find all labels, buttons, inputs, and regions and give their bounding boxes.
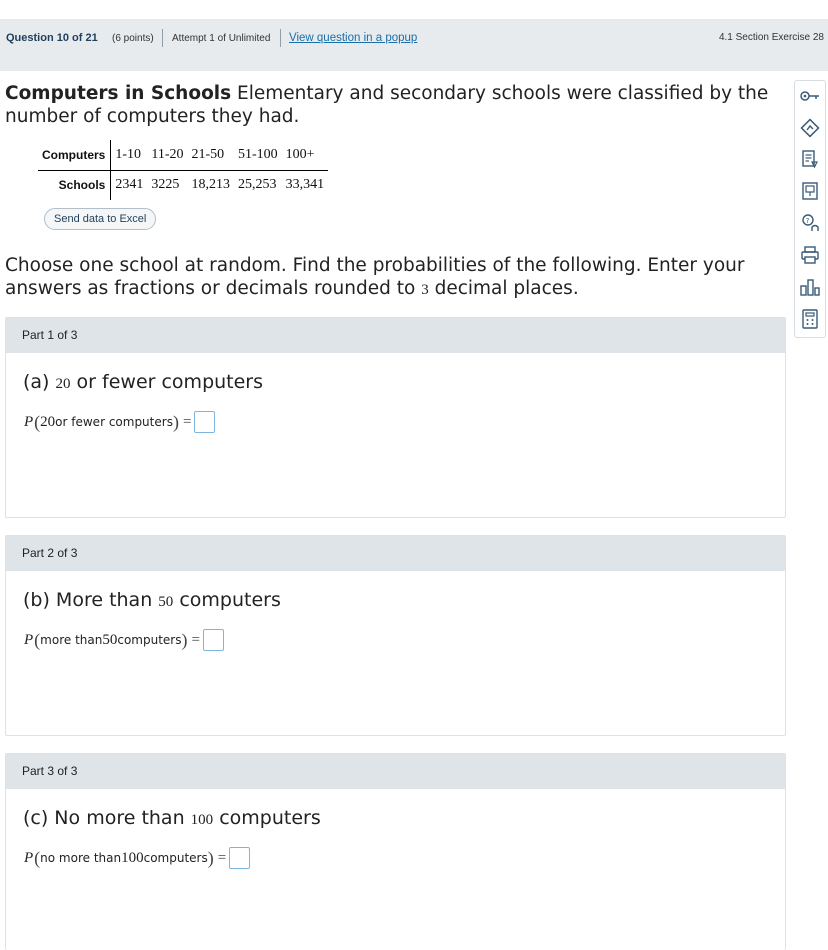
part-title-prefix: (a) xyxy=(23,371,56,393)
problem-statement xyxy=(5,82,785,128)
textbook-icon[interactable] xyxy=(795,176,825,206)
part-3-panel xyxy=(5,753,786,950)
key-icon[interactable] xyxy=(795,81,825,111)
print-icon[interactable] xyxy=(795,240,825,270)
part-header: Part 3 of 3 xyxy=(6,754,785,789)
table-cell: 18,213 xyxy=(191,177,230,193)
calculator-icon[interactable] xyxy=(795,304,825,334)
table-cell: 51-100 xyxy=(234,140,282,170)
part-title-number: 20 xyxy=(55,376,71,392)
problem-description: Elementary and secondary schools were classified by the number of computers they had. xyxy=(5,83,769,127)
part-1-panel xyxy=(5,317,786,518)
part-title-number: 100 xyxy=(190,812,214,828)
instructions-text: Choose one school at random. Find the probabilities of the following. Enter your answers as fractions or decimals rounded to xyxy=(5,255,745,299)
bar-chart-icon[interactable] xyxy=(795,272,825,302)
question-number: Question 10 of 21 xyxy=(6,32,98,44)
attempt-count: Attempt 1 of Unlimited xyxy=(172,33,271,44)
question-points: (6 points) xyxy=(112,33,154,44)
divider xyxy=(280,29,281,47)
table-row xyxy=(38,170,328,200)
part-title-suffix: computers xyxy=(213,807,321,829)
probability-equation: P ( 20 or fewer computers ) = xyxy=(24,411,215,433)
decimal-places-number: 3 xyxy=(421,282,429,298)
instructions xyxy=(5,254,785,302)
tag-icon[interactable] xyxy=(795,113,825,143)
row-header-schools: Schools xyxy=(38,170,111,200)
part-title-number: 50 xyxy=(158,594,174,610)
answer-input[interactable] xyxy=(203,629,224,651)
probability-equation: P ( more than 50 computers ) = xyxy=(24,629,224,651)
table-row xyxy=(38,140,328,170)
equation-number: 50 xyxy=(102,631,118,648)
equation-text: more than xyxy=(40,633,103,647)
divider xyxy=(162,29,163,47)
answer-input[interactable] xyxy=(194,411,215,433)
table-cell: 3225 xyxy=(151,177,180,193)
equation-number: 100 xyxy=(121,849,144,866)
probability-equation: P ( no more than 100 computers ) = xyxy=(24,847,250,869)
part-title-suffix: or fewer computers xyxy=(70,371,264,393)
part-title-prefix: (c) No more than xyxy=(23,807,191,829)
ask-instructor-icon[interactable] xyxy=(795,208,825,238)
view-in-popup-link[interactable]: View question in a popup xyxy=(289,32,418,44)
part-title-suffix: computers xyxy=(173,589,281,611)
part-2-panel xyxy=(5,535,786,736)
instructions-text-end: decimal places. xyxy=(428,278,579,299)
probability-symbol: P xyxy=(24,413,34,430)
equation-text: computers xyxy=(143,851,208,865)
row-header-computers: Computers xyxy=(38,140,111,170)
answer-input[interactable] xyxy=(229,847,250,869)
table-cell: 25,253 xyxy=(238,177,277,193)
part-title xyxy=(23,371,263,393)
part-header: Part 1 of 3 xyxy=(6,318,785,353)
table-cell: 100+ xyxy=(282,140,329,170)
equation-text: computers xyxy=(117,633,182,647)
probability-symbol: P xyxy=(24,849,34,866)
table-cell: 33,341 xyxy=(285,177,325,193)
problem-title: Computers in Schools xyxy=(5,83,232,104)
part-title xyxy=(23,807,321,829)
part-title-prefix: (b) More than xyxy=(23,589,159,611)
probability-symbol: P xyxy=(24,631,34,648)
table-cell: 1-10 xyxy=(111,140,148,170)
table-cell: 2341 xyxy=(115,177,144,193)
part-header: Part 2 of 3 xyxy=(6,536,785,571)
equation-number: 20 xyxy=(40,413,56,430)
equation-text: or fewer computers xyxy=(55,415,173,429)
section-label: 4.1 Section Exercise 28 xyxy=(718,32,824,43)
equation-text: no more than xyxy=(40,851,122,865)
send-to-excel-button[interactable]: Send data to Excel xyxy=(44,208,156,230)
part-title xyxy=(23,589,281,611)
data-table xyxy=(38,140,328,200)
table-cell: 11-20 xyxy=(147,140,187,170)
table-cell: 21-50 xyxy=(188,140,235,170)
notes-icon[interactable] xyxy=(795,144,825,174)
tools-sidebar xyxy=(794,80,826,338)
question-header-bar xyxy=(0,19,828,71)
svg-text:?: ? xyxy=(805,217,810,225)
